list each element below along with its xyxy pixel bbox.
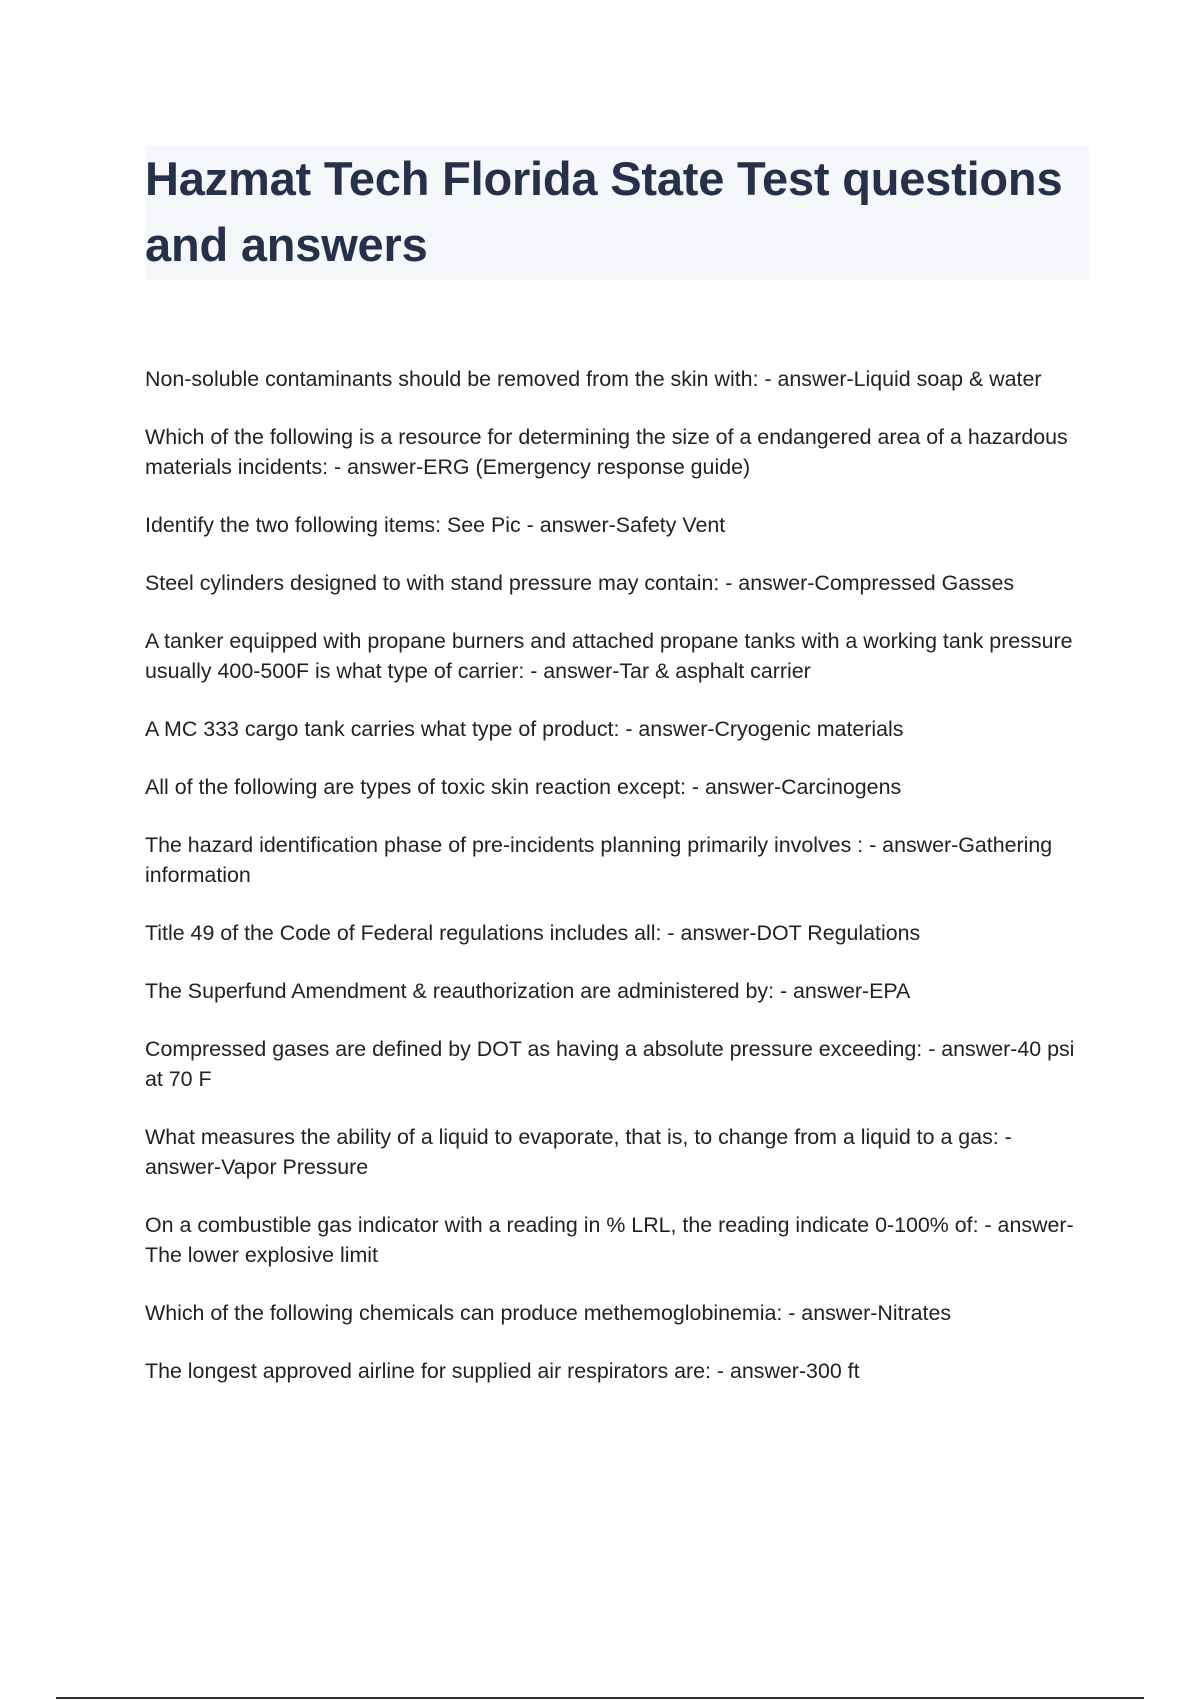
qa-list xyxy=(145,364,1090,1414)
qa-item: Compressed gases are defined by DOT as having a absolute pressure exceeding: - answer-40 psi at 70 F xyxy=(145,1037,1075,1091)
qa-item: Non-soluble contaminants should be removed from the skin with: - answer-Liquid soap & water xyxy=(145,367,1042,391)
qa-item: A MC 333 cargo tank carries what type of product: - answer-Cryogenic materials xyxy=(145,717,904,741)
qa-item: On a combustible gas indicator with a reading in % LRL, the reading indicate 0-100% of: - answer-The lower explosive limit xyxy=(145,1213,1074,1267)
qa-item: Steel cylinders designed to with stand pressure may contain: - answer-Compressed Gasses xyxy=(145,571,1015,595)
qa-item: All of the following are types of toxic skin reaction except: - answer-Carcinogens xyxy=(145,775,902,799)
qa-item: Identify the two following items: See Pic - answer-Safety Vent xyxy=(145,513,726,537)
footer-divider xyxy=(56,1697,1144,1699)
qa-item: Which of the following chemicals can produce methemoglobinemia: - answer-Nitrates xyxy=(145,1301,952,1325)
qa-item: The longest approved airline for supplied air respirators are: - answer-300 ft xyxy=(145,1359,860,1383)
document-title: Hazmat Tech Florida State Test questions and answers xyxy=(145,152,1063,271)
qa-item: The hazard identification phase of pre-incidents planning primarily involves : - answer-Gathering information xyxy=(145,833,1053,887)
qa-item: A tanker equipped with propane burners and attached propane tanks with a working tank pressure usually 400-500F is what type of carrier: - answer-Tar & asphalt carrier xyxy=(145,629,1073,683)
qa-item: Which of the following is a resource for determining the size of a endangered area of a hazardous materials incidents: - answer-ERG (Emergency response guide) xyxy=(145,425,1068,479)
title-block xyxy=(145,146,1089,280)
qa-item: The Superfund Amendment & reauthorization are administered by: - answer-EPA xyxy=(145,979,911,1003)
qa-item: Title 49 of the Code of Federal regulations includes all: - answer-DOT Regulations xyxy=(145,921,921,945)
qa-item: What measures the ability of a liquid to evaporate, that is, to change from a liquid to a gas: - answer-Vapor Pressure xyxy=(145,1125,1012,1179)
